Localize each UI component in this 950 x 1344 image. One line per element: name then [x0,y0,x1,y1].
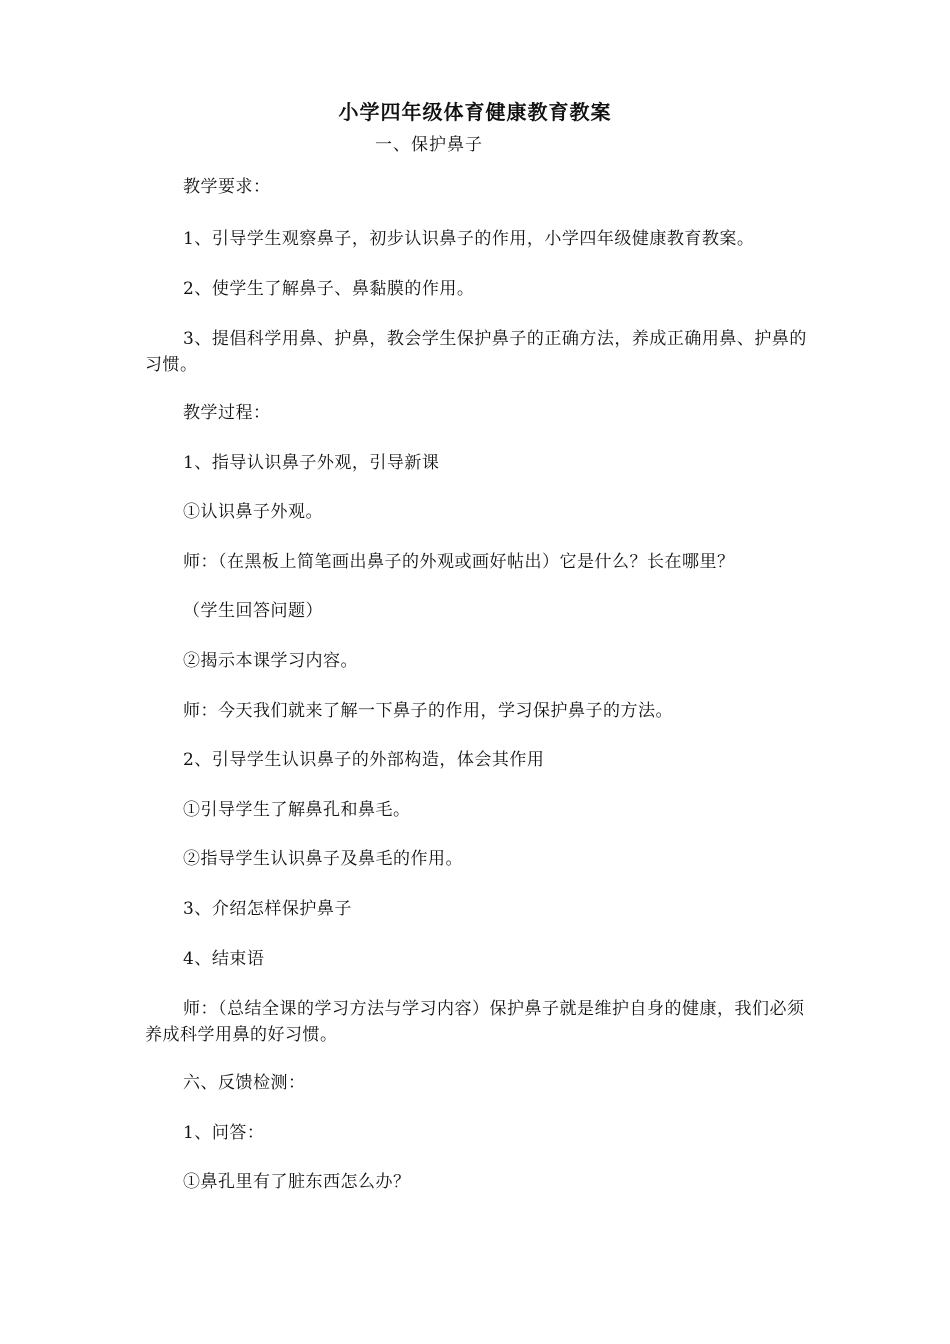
paragraph-requirement-1: 1、引导学生观察鼻子，初步认识鼻子的作用，小学四年级健康教育教案。 [183,229,755,249]
paragraph-feedback-heading: 六、反馈检测： [183,1073,306,1093]
paragraph-teaching-process: 教学过程： [183,403,271,423]
paragraph-step-2-b: ②指导学生认识鼻子及鼻毛的作用。 [183,849,463,869]
paragraph-teaching-requirements: 教学要求： [183,177,271,197]
paragraph-teacher-summary: 师：（总结全课的学习方法与学习内容）保护鼻子就是维护自身的健康，我们必须养成科学用鼻的好习惯。 [145,999,805,1045]
paragraph-qa-heading: 1、问答： [183,1123,265,1143]
paragraph-step-1-a: ①认识鼻子外观。 [183,502,323,522]
paragraph-step-1: 1、指导认识鼻子外观，引导新课 [183,453,440,473]
paragraph-step-2-a: ①引导学生了解鼻孔和鼻毛。 [183,800,411,820]
section-heading: 一、保护鼻子 [375,135,483,155]
paragraph-question-1: ①鼻孔里有了脏东西怎么办？ [183,1172,411,1192]
paragraph-step-1-b: ②揭示本课学习内容。 [183,651,358,671]
paragraph-step-3: 3、介绍怎样保护鼻子 [183,899,352,919]
paragraph-teacher-intro: 师：今天我们就来了解一下鼻子的作用，学习保护鼻子的方法。 [183,701,673,721]
paragraph-student-answer: （学生回答问题） [183,601,323,621]
paragraph-requirement-3: 3、提倡科学用鼻、护鼻，教会学生保护鼻子的正确方法，养成正确用鼻、护鼻的习惯。 [145,329,807,375]
paragraph-requirement-2: 2、使学生了解鼻子、鼻黏膜的作用。 [183,279,475,299]
paragraph-teacher-question: 师：（在黑板上简笔画出鼻子的外观或画好帖出）它是什么？长在哪里？ [183,552,735,572]
document-title: 小学四年级体育健康教育教案 [338,100,612,124]
paragraph-step-4: 4、结束语 [183,949,265,969]
paragraph-step-2: 2、引导学生认识鼻子的外部构造，体会其作用 [183,750,545,770]
